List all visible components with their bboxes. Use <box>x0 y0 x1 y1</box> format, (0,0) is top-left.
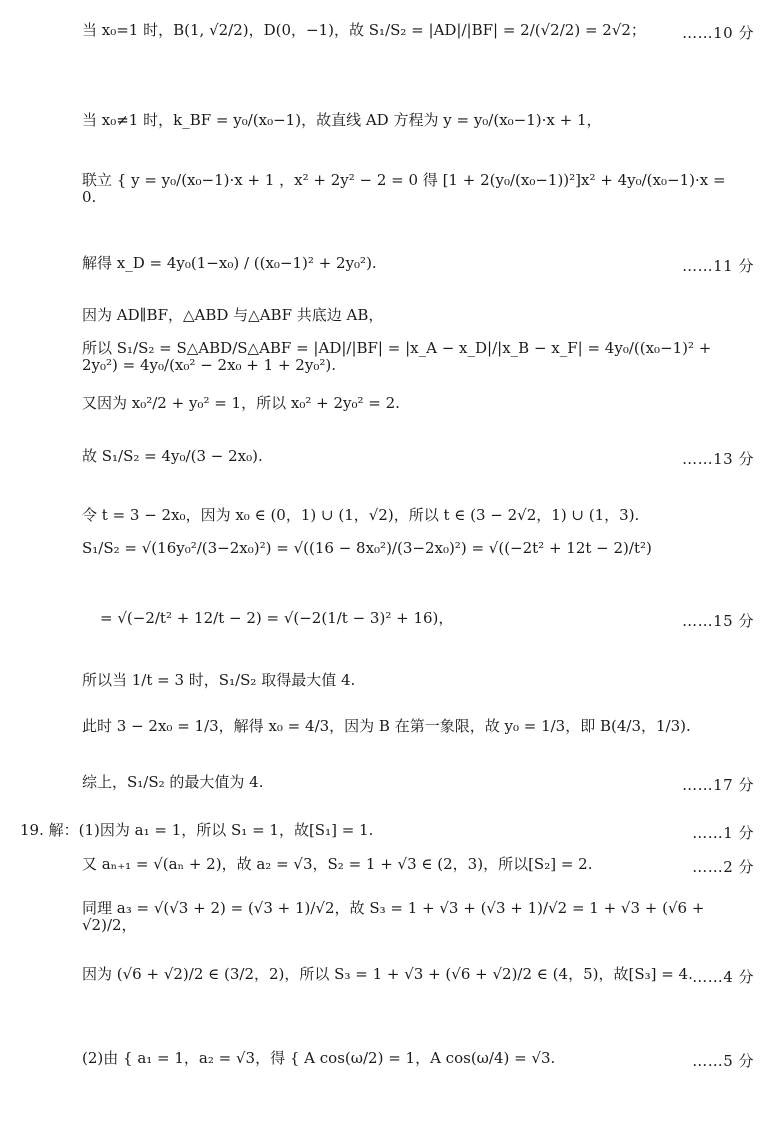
score-marker: ……1 分 <box>692 824 754 842</box>
solution-line: 19. 解：(1)因为 a₁ = 1，所以 S₁ = 1，故[S₁] = 1. <box>20 821 374 839</box>
solution-line: 因为 (√6 + √2)/2 ∈ (3/2，2)，所以 S₃ = 1 + √3 + (√6 + √2)/2 ∈ (4，5)，故[S₃] = 4. <box>82 965 693 983</box>
solution-line: 联立 { y = y₀/(x₀−1)·x + 1 ，x² + 2y² − 2 = 0 得 [1 + 2(y₀/(x₀−1))²]x² + 4y₀/(x₀−1)·x = 0. <box>82 171 726 207</box>
solution-line: 当 x₀=1 时，B(1, √2/2)，D(0，−1)，故 S₁/S₂ = |AD|/|BF| = 2/(√2/2) = 2√2； <box>82 21 646 39</box>
score-marker: ……15 分 <box>682 612 754 630</box>
solution-line: 此时 3 − 2x₀ = 1/3，解得 x₀ = 4/3，因为 B 在第一象限，故 y₀ = 1/3，即 B(4/3，1/3). <box>82 717 691 735</box>
score-marker: ……11 分 <box>682 257 754 275</box>
solution-line: (2)由 { a₁ = 1，a₂ = √3，得 { A cos(ω/2) = 1，A cos(ω/4) = √3. <box>82 1049 556 1067</box>
solution-line: 又 aₙ₊₁ = √(aₙ + 2)，故 a₂ = √3，S₂ = 1 + √3 ∈ (2，3)，所以[S₂] = 2. <box>82 855 593 873</box>
solution-line: 因为 AD∥BF，△ABD 与△ABF 共底边 AB， <box>82 306 384 324</box>
solution-line: S₁/S₂ = √(16y₀²/(3−2x₀)²) = √((16 − 8x₀²)/(3−2x₀)²) = √((−2t² + 12t − 2)/t²) <box>82 539 652 557</box>
score-marker: ……10 分 <box>682 24 754 42</box>
score-marker: ……2 分 <box>692 858 754 876</box>
solution-line: 综上，S₁/S₂ 的最大值为 4. <box>82 773 264 791</box>
score-marker: ……5 分 <box>692 1052 754 1070</box>
solution-line: = √(−2/t² + 12/t − 2) = √(−2(1/t − 3)² + 16)， <box>100 609 454 627</box>
score-marker: ……17 分 <box>682 776 754 794</box>
solution-line: 令 t = 3 − 2x₀，因为 x₀ ∈ (0，1) ∪ (1，√2)，所以 t ∈ (3 − 2√2，1) ∪ (1，3). <box>82 506 640 524</box>
score-marker: ……4 分 <box>692 968 754 986</box>
solution-line: 当 x₀≠1 时，k_BF = y₀/(x₀−1)，故直线 AD 方程为 y = y₀/(x₀−1)·x + 1， <box>82 111 602 129</box>
solution-line: 故 S₁/S₂ = 4y₀/(3 − 2x₀). <box>82 447 263 465</box>
solution-line: 所以 S₁/S₂ = S△ABD/S△ABF = |AD|/|BF| = |x_A − x_D|/|x_B − x_F| = 4y₀/((x₀−1)² + 2y₀²) = 4y₀/(x₀² − 2x₀ + 1 + 2y₀²). <box>82 339 712 375</box>
solution-line: 解得 x_D = 4y₀(1−x₀) / ((x₀−1)² + 2y₀²). <box>82 254 377 272</box>
score-marker: ……13 分 <box>682 450 754 468</box>
solution-line: 同理 a₃ = √(√3 + 2) = (√3 + 1)/√2，故 S₃ = 1 + √3 + (√3 + 1)/√2 = 1 + √3 + (√6 + √2)/2， <box>82 899 705 935</box>
solution-line: 又因为 x₀²/2 + y₀² = 1，所以 x₀² + 2y₀² = 2. <box>82 394 400 412</box>
solution-line: 所以当 1/t = 3 时，S₁/S₂ 取得最大值 4. <box>82 671 356 689</box>
